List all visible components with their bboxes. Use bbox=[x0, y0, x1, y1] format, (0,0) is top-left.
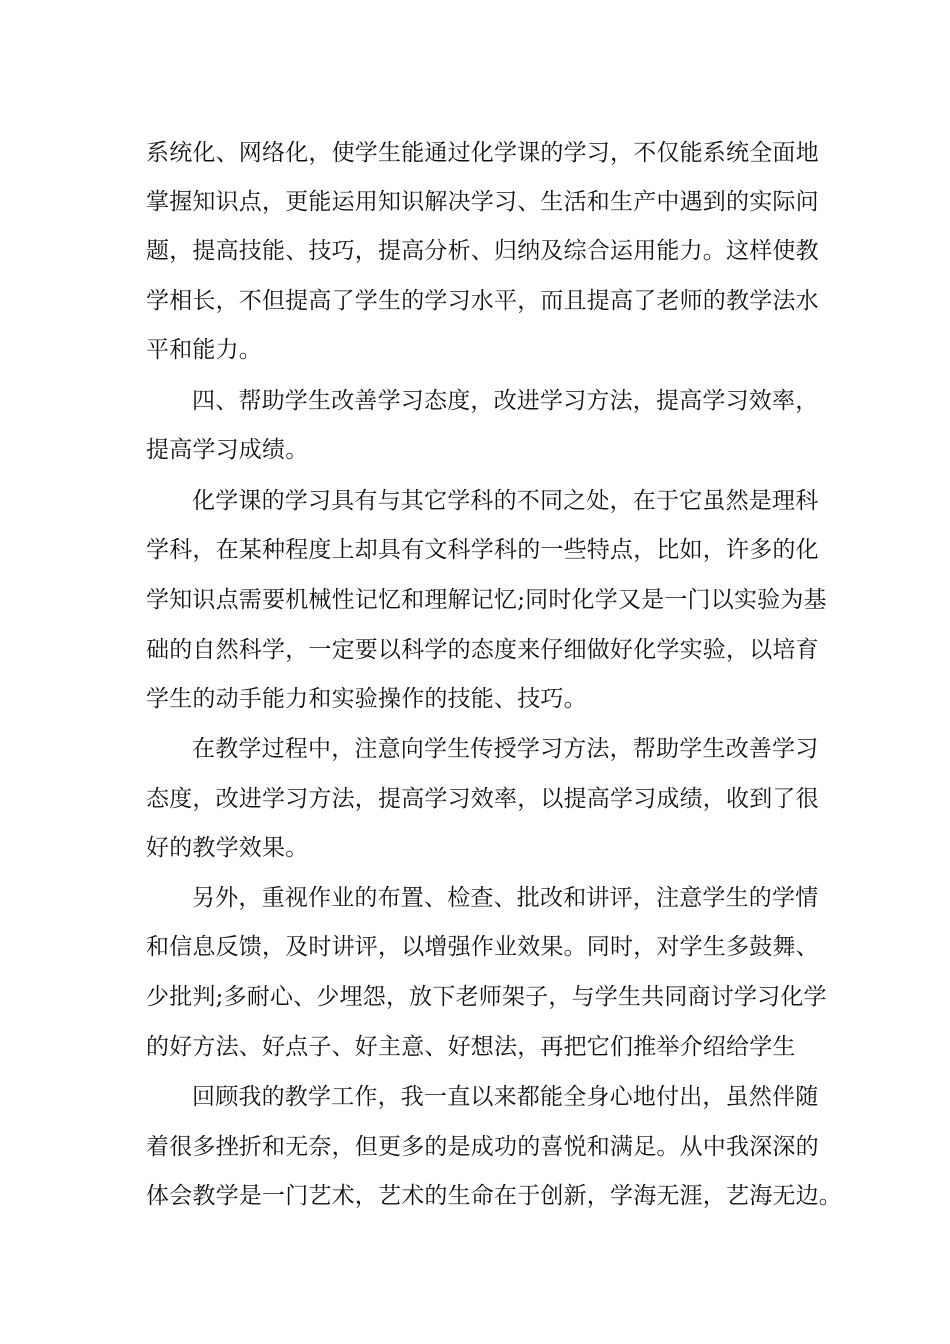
text-line: 回顾我的教学工作，我一直以来都能全身心地付出，虽然伴随 bbox=[192, 1084, 819, 1110]
section-heading: 四、帮助学生改善学习态度，改进学习方法，提高学习效率， bbox=[192, 388, 819, 414]
text-line: 题，提高技能、技巧，提高分析、归纳及综合运用能力。这样使教 bbox=[146, 238, 819, 264]
text-line: 掌握知识点，更能运用知识解决学习、生活和生产中遇到的实际问 bbox=[146, 189, 819, 215]
text-line: 态度，改进学习方法，提高学习效率，以提高学习成绩，收到了很 bbox=[146, 786, 819, 812]
text-line: 础的自然科学，一定要以科学的态度来仔细做好化学实验，以培育 bbox=[146, 637, 819, 663]
text-line: 少批判;多耐心、少埋怨，放下老师架子，与学生共同商讨学习化学 bbox=[146, 984, 827, 1010]
text-line: 学相长，不但提高了学生的学习水平，而且提高了老师的教学法水 bbox=[146, 288, 819, 314]
text-line: 着很多挫折和无奈，但更多的是成功的喜悦和满足。从中我深深的 bbox=[146, 1134, 819, 1160]
text-line: 和信息反馈，及时讲评，以增强作业效果。同时，对学生多鼓舞、 bbox=[146, 934, 819, 960]
text-line: 学知识点需要机械性记忆和理解记忆;同时化学又是一门以实验为基 bbox=[146, 587, 827, 613]
text-line: 学生的动手能力和实验操作的技能、技巧。 bbox=[146, 686, 587, 712]
text-line: 学科，在某种程度上却具有文科学科的一些特点，比如，许多的化 bbox=[146, 537, 819, 563]
text-line: 体会教学是一门艺术，艺术的生命在于创新，学海无涯，艺海无边。 bbox=[146, 1183, 842, 1209]
text-line: 平和能力。 bbox=[146, 337, 262, 363]
text-line: 化学课的学习具有与其它学科的不同之处，在于它虽然是理科 bbox=[192, 488, 819, 514]
text-line: 好的教学效果。 bbox=[146, 835, 309, 861]
text-line: 的好方法、好点子、好主意、好想法，再把它们推举介绍给学生 bbox=[146, 1034, 796, 1060]
text-line: 系统化、网络化，使学生能通过化学课的学习，不仅能系统全面地 bbox=[146, 140, 819, 166]
text-line: 另外，重视作业的布置、检查、批改和讲评，注意学生的学情 bbox=[192, 885, 819, 911]
section-heading-continued: 提高学习成绩。 bbox=[146, 437, 309, 463]
text-line: 在教学过程中，注意向学生传授学习方法，帮助学生改善学习 bbox=[192, 736, 819, 762]
